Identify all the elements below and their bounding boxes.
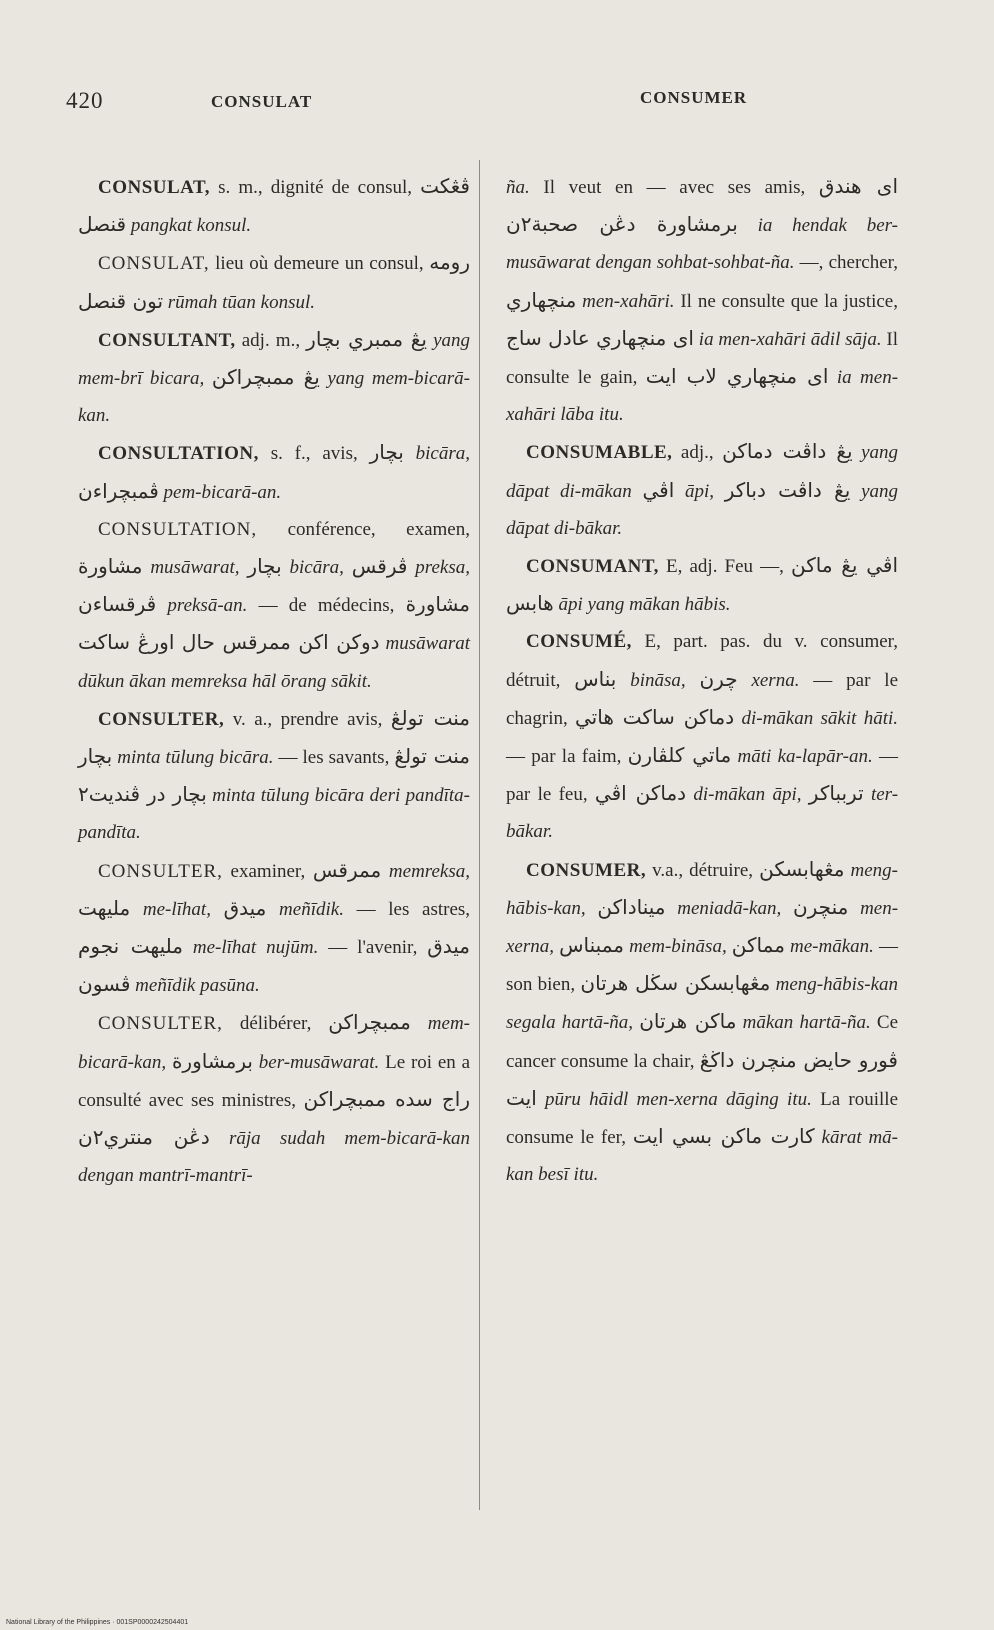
transliteration: pem-bicarā-an. [163,481,282,503]
arabic-script: منت تولڠ بچار [78,705,470,769]
definition-text: — par le feu, [506,746,899,806]
transliteration: men-xahāri. [582,290,675,312]
arabic-script: دماكن ساكت هاتي [575,704,735,729]
definition-text: — par la faim, [506,746,628,768]
transliteration: bicāra, [415,443,471,465]
arabic-script: بچار [369,440,404,465]
entry-consulter-3 [78,1004,470,1194]
definition-text: E, adj. Feu —, [658,556,792,578]
arabic-script: ڤرقساءن [78,592,157,617]
transliteration: xerna. [751,669,800,691]
definition-text: La rouille consume le fer, [506,1088,899,1149]
transliteration: meng-hābis-kan, [506,859,899,919]
entry-consumer [506,851,898,1194]
right-column [506,168,898,1193]
headword-smallcaps: CONSULTER, [98,860,223,882]
definition-text: —, chercher, [794,252,898,274]
definition-text: adj., [672,442,723,464]
definition-text: s. m., dignité de consul, [210,177,421,198]
definition-text: s. f., avis, [258,443,370,465]
definition-text: adj. m., [235,329,307,351]
headword: CONSULTATION, [98,443,259,465]
transliteration: mem-bināsa, [629,936,727,958]
definition-text: Il veut en — avec ses amis, [529,177,819,198]
arabic-script: ڤڠكت قنصل [78,174,470,237]
arabic-script: اڤي يڠ ماكن هابس [506,553,898,616]
transliteration: mākan hartā-ña. [742,1012,871,1034]
definition-text: — de médecins, [247,595,406,617]
arabic-script: ميدق [223,895,267,920]
transliteration: kārat mā-kan besī itu. [506,1127,899,1186]
transliteration: meniadā-kan, [677,897,782,919]
scan-credit: National Library of the Philippines · 001SP0000242504401 [6,1619,189,1626]
headword: CONSUMER, [526,859,647,881]
definition-text: — les astres, [343,898,471,920]
definition-text: lieu où demeure un consul, [209,253,430,275]
transliteration: ber-musāwarat. [258,1051,380,1073]
transliteration: me-mākan. [790,936,874,958]
definition-text: Il ne consulte que la justice, [674,290,898,312]
definition-text: E, part. pas. du v. consumer, détruit, [506,631,898,691]
transliteration: meng-hābis-kan segala hartā-ña, [506,974,899,1034]
definition-text: Il consulte le gain, [506,328,898,389]
arabic-script: برمشاورة [171,1048,253,1073]
arabic-script: ممبناس [559,933,624,958]
arabic-script: رومه تون قنصل [78,250,470,313]
transliteration: preksā-an. [167,595,248,617]
transliteration: memreksa, [388,860,470,882]
transliteration: pangkat konsul. [130,215,252,237]
headword: CONSULTER, [98,708,225,730]
arabic-script: يڠ داڤت دماكن [722,439,853,464]
transliteration: mem-bicarā-kan, [78,1013,470,1073]
arabic-script: مماكن [731,933,785,958]
arabic-script: راج سده ممبچراكن دڠن منتري٢ن [78,1086,470,1150]
arabic-script: ماكن هرتان [639,1009,737,1034]
arabic-script: يڠ ممبري بچار [306,326,427,351]
transliteration: rāja sudah mem-bicarā-kan dengan mantrī-mantrī- [78,1128,471,1187]
arabic-script: ميناداكن [597,894,666,919]
arabic-script: ڤرقس [351,554,408,579]
transliteration: pūru hāidl men-xerna dāging itu. [545,1088,812,1110]
transliteration: ia men-xahāri lāba itu. [506,367,899,426]
transliteration: musāwarat, [150,557,240,579]
running-head-right: CONSUMER [640,88,748,107]
definition-text: délibérer, [222,1013,329,1035]
transliteration: minta tūlung bicāra. [117,747,274,769]
headword-smallcaps: CONSULTATION, [98,518,258,540]
arabic-script: ميدق ڤسون [78,934,470,997]
transliteration: di-mākan sākit hāti. [741,707,899,729]
arabic-script: كارت ماكن بسي ايت [632,1124,815,1149]
headword: CONSUMANT, [526,556,659,578]
transliteration: āpi, [684,480,715,502]
definition-text: examiner, [222,860,313,882]
transliteration: musāwarat dūkun ākan memreksa hāl ōrang sākit. [78,633,471,692]
definition-text: v.a., détruire, [646,859,760,881]
page-header [66,88,906,118]
transliteration: me-līhat nujūm. [192,937,319,959]
transliteration: ter-bākar. [506,784,899,843]
arabic-script: منچرن [792,894,849,919]
transliteration: āpi yang mākan hābis. [558,594,731,616]
transliteration: me-līhat, [142,898,211,920]
transliteration: yang dāpat di-bākar. [506,480,899,539]
entry-consumant [506,547,898,623]
entry-continuation [506,168,898,433]
definition-text: — par le chagrin, [506,669,898,729]
arabic-script: يڠ ممبچراكن [211,365,320,390]
transliteration: di-mākan āpi, [693,784,802,806]
arabic-script: يڠ داڤت دباكر [724,477,851,502]
headword-smallcaps: CONSULAT, [98,253,210,275]
headword: CONSUMÉ, [526,631,632,653]
arabic-script: بناس [574,666,617,691]
headword: CONSULTANT, [98,329,236,351]
definition-text: Le roi en a consulté avec ses ministres, [78,1051,471,1111]
arabic-script: ممبچراكن [328,1010,411,1035]
entry-consultant [78,321,470,435]
arabic-script: ڤورو حايض منچرن داڬڠ ايت [506,1047,898,1110]
entry-consumable [506,433,898,547]
arabic-script: مليهت [78,895,131,920]
entry-consume [506,623,898,850]
column-divider [479,160,480,1510]
arabic-script: اى منچهاري لاب ايت [645,364,829,389]
transliteration: rūmah tūan konsul. [167,291,316,313]
definition-text: — les savants, [273,747,395,769]
transliteration: men-xerna, [506,897,899,958]
transliteration: ña. [506,177,530,198]
arabic-script: دماكن اڤي [594,781,687,806]
arabic-script: مڠهابسكن سڬل هرتان [580,971,771,996]
entry-consultation [78,434,470,510]
headword: CONSULAT, [98,177,211,198]
transliteration: ia hendak ber-musāwarat dengan sohbat-sohbat-ña. [506,215,898,274]
headword: CONSUMABLE, [526,442,673,464]
left-column [78,168,470,1194]
arabic-script: اڤي [642,477,675,502]
entry-consulat [78,168,470,244]
entry-consulter [78,700,470,852]
arabic-script: چرن [699,666,738,691]
transliteration: meñīdik pasūna. [135,975,260,997]
definition-text: v. a., prendre avis, [224,708,391,730]
arabic-script: مشاورة [78,554,143,579]
definition-text: Ce cancer consume la chair, [506,1012,898,1072]
headword-smallcaps: CONSULTER, [98,1013,223,1035]
arabic-script: مڠهابسكن [759,856,845,881]
entry-consulter-2 [78,852,470,1005]
arabic-script: اى منچهاري عادل ساج [506,325,694,350]
transliteration: māti ka-lapār-an. [737,746,873,768]
definition-text: conférence, examen, [257,518,470,540]
entry-consultation-2 [78,511,470,700]
arabic-script: منت تولڠ بچار در ڤنديت٢ [78,744,470,807]
arabic-script: اى هندق برمشاورة دڠن صحبة٢ن [506,174,898,237]
page-number: 420 [66,88,104,113]
definition-text: — l'avenir, [318,937,428,959]
arabic-script: مشاورة دوكن اكن ممرقس حال اورڠ ساكت [78,592,471,655]
transliteration: yang mem-bicarā-kan. [78,368,470,427]
definition-text: — son bien, [506,936,898,996]
arabic-script: تربباكر [808,781,864,806]
arabic-script: ماتي كلڤارن [627,743,732,768]
transliteration: meñīdik. [279,898,344,920]
arabic-script: بچار [247,554,282,579]
entry-consulat-2 [78,244,470,320]
arabic-script: منچهاري [506,287,577,312]
arabic-script: ڤمبچراءن [78,478,159,503]
running-head-left: CONSULAT [211,92,313,111]
transliteration: bicāra, [289,557,344,579]
transliteration: yang mem-brī bicara, [78,329,471,390]
transliteration: preksa, [415,557,470,579]
transliteration: ia men-xahāri ādil sāja. [698,328,882,350]
transliteration: yang dāpat di-mākan [506,442,899,502]
arabic-script: مليهت نجوم [78,934,183,959]
arabic-script: ممرقس [312,857,382,882]
transliteration: bināsa, [630,669,686,691]
transliteration: minta tūlung bicāra deri pandīta-pandīta. [78,785,471,844]
